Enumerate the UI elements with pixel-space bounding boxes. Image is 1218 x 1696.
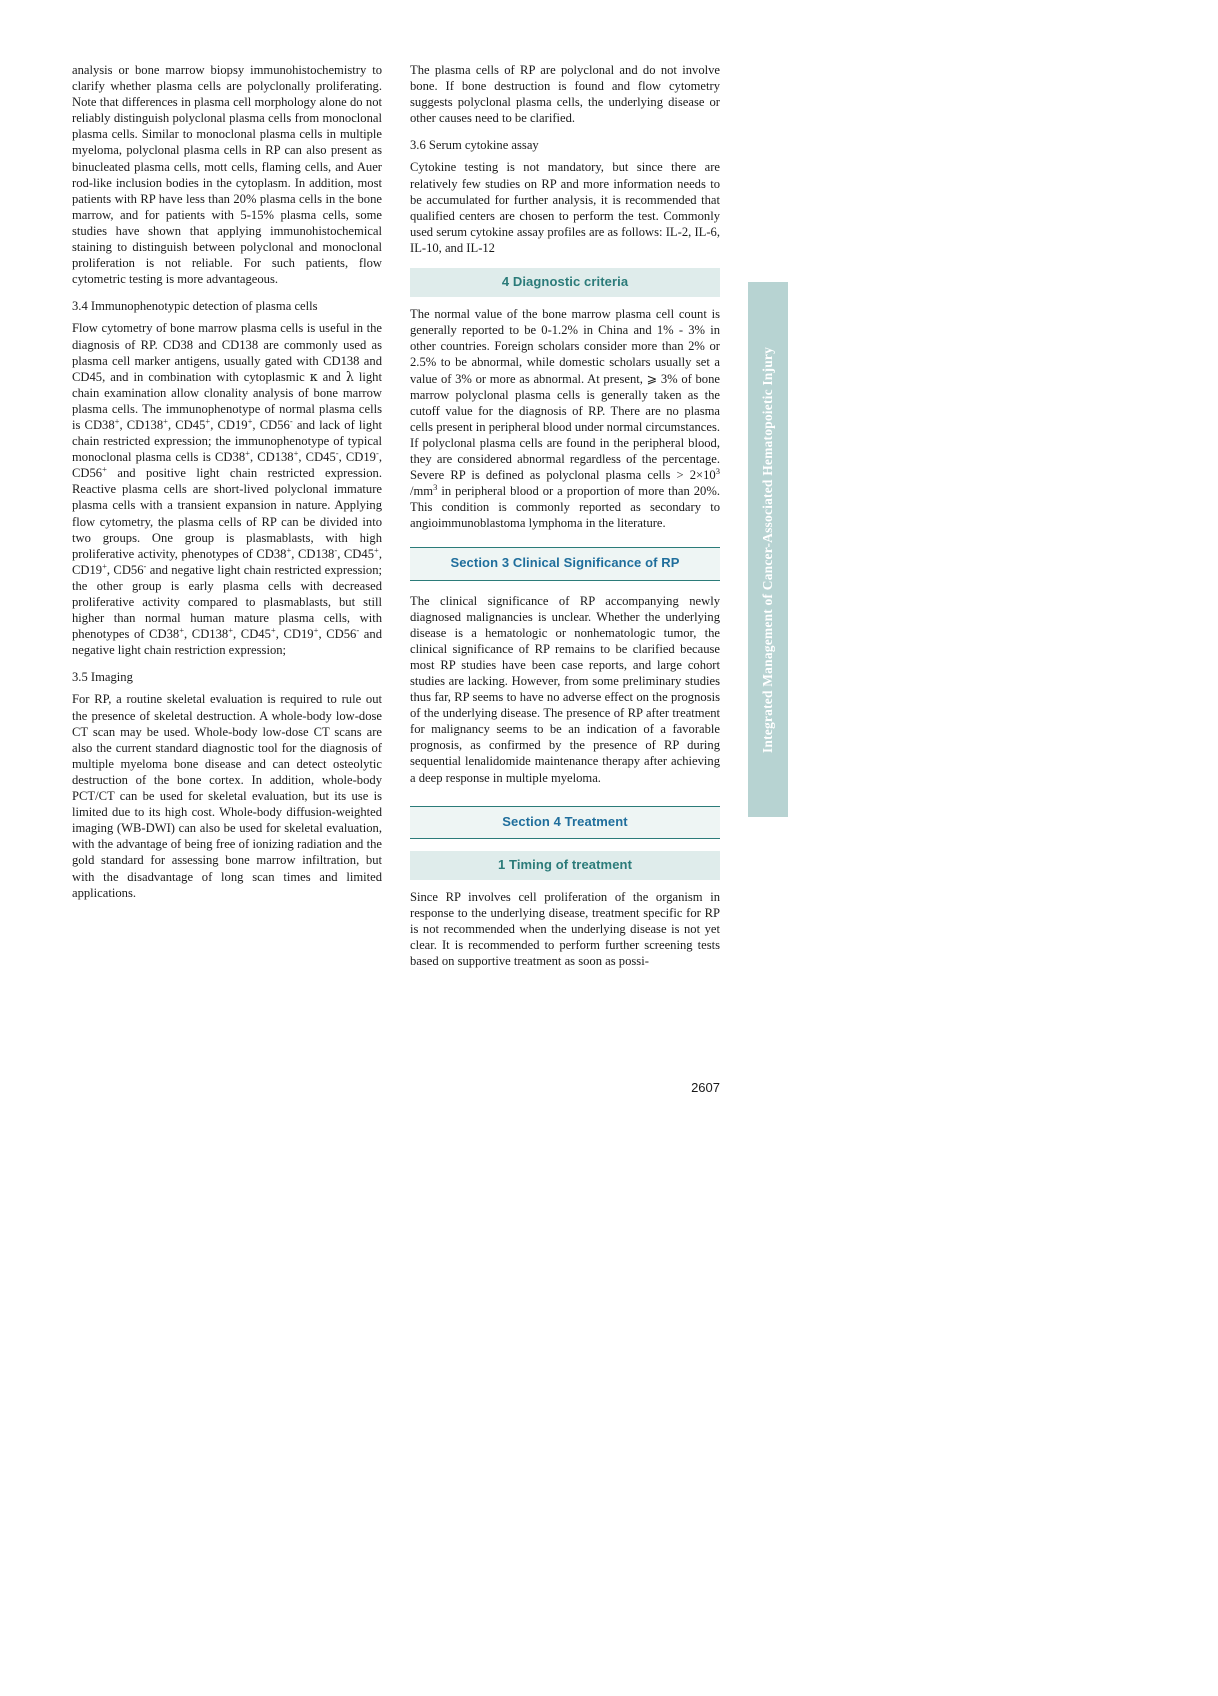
section-heading-3-4: 3.4 Immunophenotypic detection of plasma cells — [72, 299, 318, 314]
section-heading-3-5: 3.5 Imaging — [72, 670, 133, 685]
marker-minus: - — [143, 560, 147, 571]
running-title-tab — [748, 282, 788, 817]
marker-plus: + — [228, 625, 234, 635]
marker-plus: + — [163, 415, 168, 426]
band-timing-of-treatment: 1 Timing of treatment — [410, 851, 720, 880]
text-run: , CD56 — [252, 417, 290, 432]
marker-minus: - — [289, 415, 293, 426]
text-run: , CD19 — [338, 450, 376, 465]
text-run: , CD45 — [167, 417, 206, 432]
right-column — [410, 62, 720, 969]
marker-plus: + — [374, 544, 379, 555]
left-column — [72, 62, 382, 901]
text-run: and — [317, 369, 346, 384]
text-run: , CD19 — [275, 627, 314, 642]
text-run: and positive light chain restricted expression. Reactive plasma cells are short-lived polyclonal immature plasma cells with a transient expansion in nature. Applying flow cytometry, the plasma cells of RP can be divided into two groups. One group is plasmablasts, with high proliferative activity, phenotypes of CD38 — [72, 466, 382, 561]
text-run: , CD138 — [249, 450, 294, 465]
band-diagnostic-criteria: 4 Diagnostic criteria — [410, 268, 720, 297]
marker-plus: + — [293, 447, 299, 458]
text-run: , CD138 — [184, 627, 229, 642]
marker-plus: + — [102, 560, 107, 571]
text-run: , CD45 — [298, 450, 336, 465]
running-title-text: Integrated Management of Cancer-Associated Hematopoietic Injury — [760, 346, 775, 753]
text-run: in peripheral blood or a proportion of more than 20%. This condition is commonly reported as secondary to angioimmunoblastoma lymphoma in the literature. — [410, 484, 720, 531]
marker-plus: + — [205, 415, 211, 426]
text-run: and negative light chain restricted expression; the other group is early plasma cells with decreased proliferative activity compared to plasmablasts, but still higher than normal human mature plasma cells, with phenotypes of CD38 — [72, 562, 382, 642]
marker-plus: + — [114, 415, 120, 426]
marker-plus: + — [313, 625, 319, 635]
paragraph: analysis or bone marrow biopsy immunohistochemistry to clarify whether plasma cells are polyclonally proliferating. Note that differences in plasma cell morphology alone do not reliably distinguish polyclonal plasma cells from monoclonal plasma cells. Similar to monoclonal plasma cells in multiple myeloma, polyclonal plasma cells in RP can also present as binucleated plasma cells, mott cells, flaming cells, and Auer rod-like inclusion bodies in the cytoplasm. In addition, most patients with RP have less than 20% plasma cells in the bone marrow, and for patients with 5-15% plasma cells, some studies have shown that applying immunohistochemical staining to distinguish between polyclonal and monoclonal proliferation is not reliable. For such patients, flow cytometric testing is more advantageous. — [72, 63, 382, 287]
text-run: Flow cytometry of bone marrow plasma cells is useful in the diagnosis of RP. CD38 and CD138 are commonly used as plasma cell marker antigens, usually gated with CD138 and CD45, and in combination with cytoplasmic — [72, 321, 382, 384]
text-run: , CD19 — [72, 546, 382, 577]
paragraph-clinical-significance: The clinical significance of RP accompanying newly diagnosed malignancies is unclear. Whether the underlying disease is a hematologic or nonhematologic tumor, the clinical significance of RP remains to be clarified because most RP studies have been case reports, and large cohort studies are lacking. However, from some preliminary studies thus far, RP seems to have no adverse effect on the prognosis of the underlying disease. The presence of RP after treatment for malignancy seems to be an indication of a favorable prognosis, as confirmed by the presence of RP during sequential lenalidomide maintenance therapy after achieving a deep response in multiple myeloma. — [410, 593, 720, 785]
page-number: 2607 — [691, 1080, 720, 1095]
text-run: light chain examination allow clonality analysis of bone marrow plasma cells. The immunophenotype of normal plasma cells is CD38 — [72, 369, 382, 432]
text-run: , CD56 — [106, 562, 144, 577]
paragraph-treatment: Since RP involves cell proliferation of the organism in response to the underlying disease, treatment specific for RP is not recommended when the underlying disease is not yet clear. It is recommended to perform further screening tests based on supportive treatment as soon as possi- — [410, 889, 720, 969]
kappa-symbol: κ — [309, 368, 318, 384]
marker-plus: + — [286, 544, 292, 555]
text-run: , CD45 — [337, 546, 374, 561]
text-run: The normal value of the bone marrow plasma cell count is generally reported to be 0-1.2% in China and 1% - 3% in other countries. Foreign scholars consider more than 2% or 2.5% to be abnormal, while domestic scholars usually set a value of 3% or more as abnormal. At present, — [410, 307, 720, 386]
marker-plus: + — [270, 625, 276, 635]
text-run: , CD45 — [233, 627, 271, 642]
marker-minus: - — [334, 544, 338, 555]
band-section-4: Section 4 Treatment — [410, 806, 720, 839]
paragraph-imaging: For RP, a routine skeletal evaluation is required to rule out the presence of skeletal destruction. A whole-body low-dose CT scan may be used. Whole-body low-dose CT scans are also the current standard diagnostic tool for the diagnosis of multiple myeloma bone disease and can detect osteolytic destruction of the bone cortex. In addition, whole-body PCT/CT can be used for skeletal evaluation, but its use is limited due to its high cost. Whole-body diffusion-weighted imaging (WB-DWI) can also be used for skeletal evaluation, with the advantage of being free of ionizing radiation and the gold standard for assessing bone marrow infiltration, but with the disadvantage of long scan times and limited applications. — [72, 692, 382, 900]
text-run: , CD56 — [72, 450, 382, 481]
paragraph-immunophenotype — [72, 320, 382, 658]
text-run: , CD56 — [318, 627, 357, 642]
lambda-symbol: λ — [345, 368, 354, 384]
paragraph-diagnostic — [410, 306, 720, 531]
text-run: 3% of bone marrow polyclonal plasma cells is generally taken as the cutoff value for the diagnosis of RP. There are no plasma cells present in peripheral blood under normal circumstances. If polyclonal plasma cells are found in the peripheral blood, they are considered abnormal regardless of the percentage. Severe RP is defined as polyclonal plasma cells > 2×10 — [410, 371, 720, 483]
marker-plus: + — [245, 447, 250, 458]
marker-minus: - — [335, 447, 339, 458]
text-run: and negative light chain restriction expression; — [72, 627, 382, 658]
marker-plus: + — [102, 464, 107, 475]
paragraph: The plasma cells of RP are polyclonal and do not involve bone. If bone destruction is found and flow cytometry suggests polyclonal plasma cells, the underlying disease or other causes need to be clarified. — [410, 63, 720, 126]
text-run: , CD138 — [291, 546, 335, 561]
marker-minus: - — [375, 447, 379, 458]
marker-minus: - — [356, 625, 360, 635]
text-run: /mm — [410, 484, 434, 499]
band-section-3: Section 3 Clinical Significance of RP — [410, 547, 720, 580]
text-run: , CD138 — [119, 417, 164, 432]
section-heading-3-6: 3.6 Serum cytokine assay — [410, 138, 539, 153]
text-run: and lack of light chain restricted expression; the immunophenotype of typical monoclonal plasma cells is CD38 — [72, 417, 382, 465]
marker-plus: + — [179, 625, 185, 635]
marker-plus: + — [247, 415, 253, 426]
text-run: , CD19 — [210, 417, 248, 432]
paragraph-cytokine: Cytokine testing is not mandatory, but since there are relatively few studies on RP and more information needs to be accumulated for further analysis, it is recommended that qualified centers are chosen to perform the test. Commonly used serum cytokine assay profiles are as follows: IL-2, IL-6, IL-10, and IL-12 — [410, 160, 720, 255]
greater-equal-symbol: ⩾ — [646, 370, 658, 386]
superscript-exponent: 3 — [715, 465, 720, 476]
superscript-exponent: 3 — [433, 481, 438, 492]
